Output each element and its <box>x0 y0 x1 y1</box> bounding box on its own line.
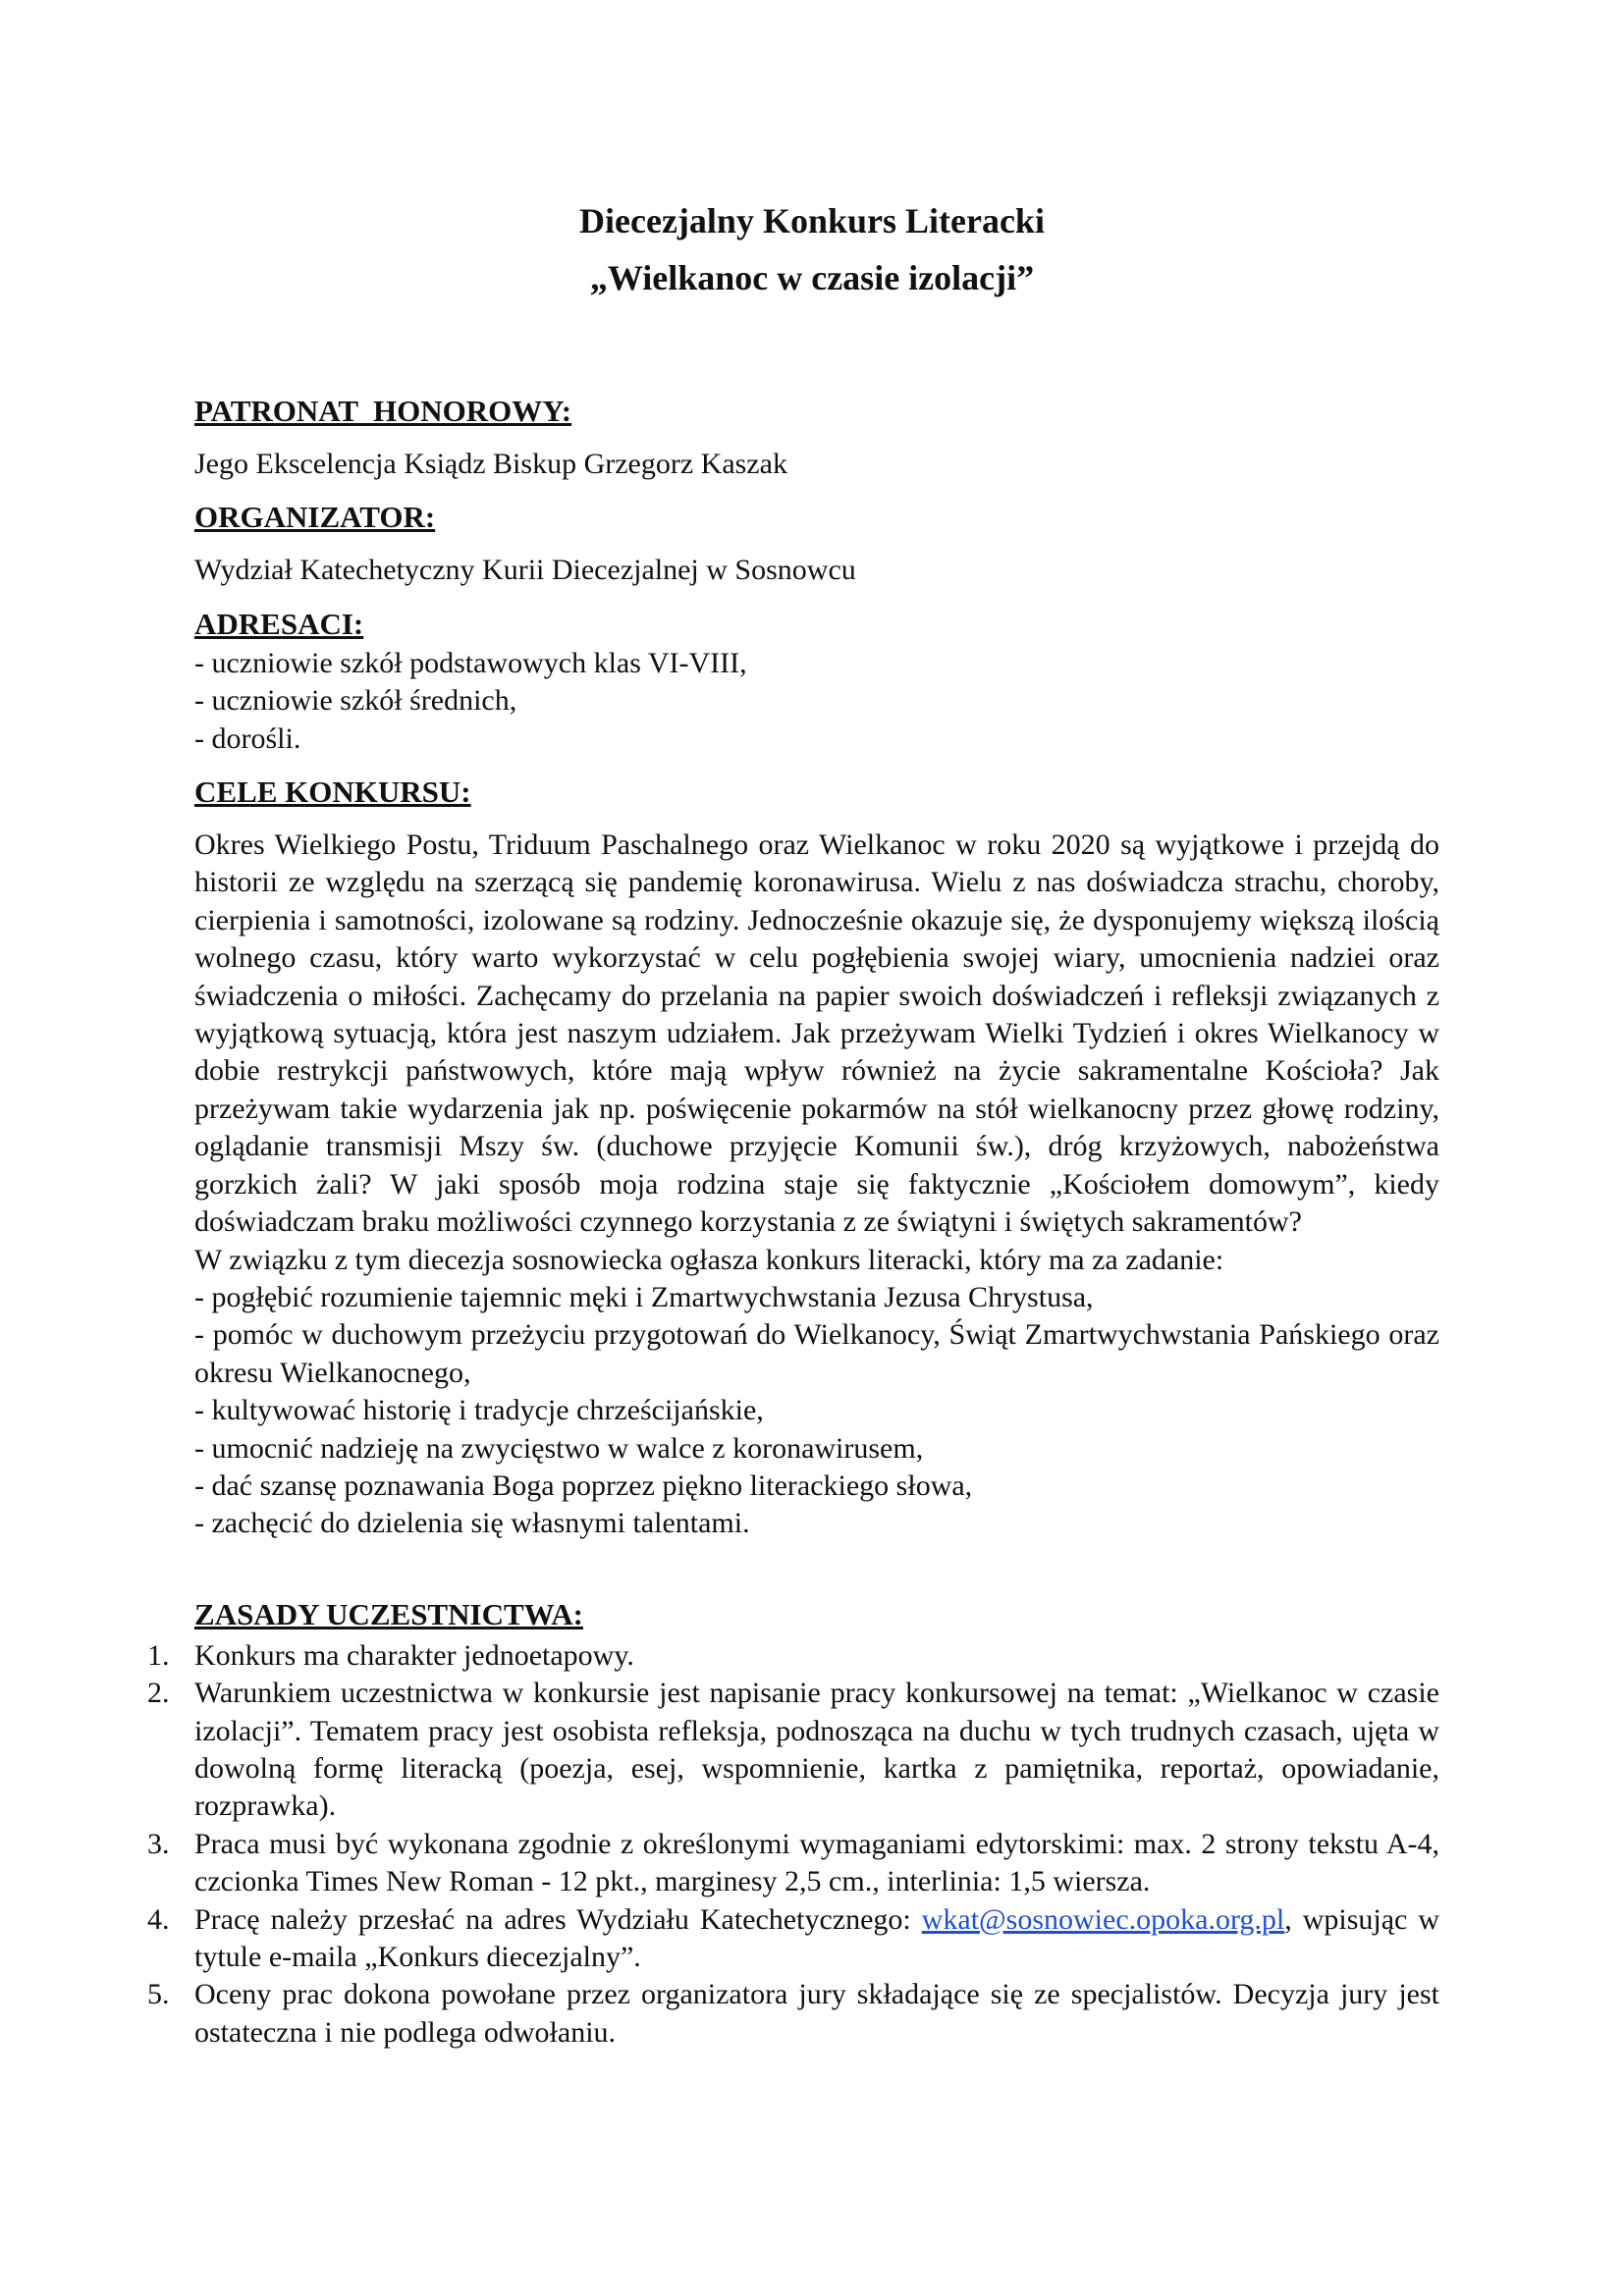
list-item: - zachęcić do dzielenia się własnymi talentami. <box>194 1507 750 1540</box>
document-title <box>0 192 1624 306</box>
item-number: 2. <box>147 1677 170 1710</box>
list-item <box>147 1675 1439 1826</box>
list-item <box>147 1637 1439 1675</box>
list-item: - umocnić nadzieję na zwycięstwo w walce z koronawirusem, <box>194 1431 924 1465</box>
organizator-text: Wydział Katechetyczny Kurii Diecezjalnej w Sosnowcu <box>194 554 856 587</box>
title-line-2: „Wielkanoc w czasie izolacji” <box>589 258 1035 297</box>
item-number: 1. <box>147 1638 170 1672</box>
list-item: - pomóc w duchowym przeżyciu przygotowań do Wielkanocy, Świąt Zmartwychwstania Pańskiego oraz okresu Wielkanocnego, <box>194 1318 1439 1389</box>
item-text: Warunkiem uczestnictwa w konkursie jest napisanie pracy konkursowej na temat: „Wielkanoc w czasie izolacji”. Tematem pracy jest osobista refleksja, podnosząca na duchu w tych trudnych czasach, ujęta w dowolną formę literacką (poezja, esej, wspomnienie, kartka z pamiętnika, reportaż, opowiadanie, rozprawka). <box>194 1677 1439 1823</box>
patronat-text: Jego Ekscelencja Ksiądz Biskup Grzegorz Kaszak <box>194 448 787 480</box>
item-number: 5. <box>147 1978 170 2011</box>
cele-goals-list <box>194 1279 1439 1543</box>
list-item: - kultywować historię i tradycje chrześcijańskie, <box>194 1394 764 1427</box>
list-item <box>147 1826 1439 1901</box>
patronat-heading: PATRONAT HONOROWY: <box>194 394 572 428</box>
list-item <box>147 1976 1439 2052</box>
cele-intro: W związku z tym diecezja sosnowiecka ogłasza konkurs literacki, który ma za zadanie: <box>194 1243 1224 1276</box>
adresaci-list <box>194 645 1439 758</box>
title-line-1: Diecezjalny Konkurs Literacki <box>579 201 1045 240</box>
zasady-list <box>147 1637 1439 2052</box>
item-text-before: Pracę należy przesłać na adres Wydziału Katechetycznego: <box>194 1902 922 1936</box>
list-item: - uczniowie szkół średnich, <box>194 684 517 718</box>
cele-paragraph: Okres Wielkiego Postu, Triduum Paschalnego oraz Wielkanoc w roku 2020 są wyjątkowe i przejdą do historii ze względu na szerzącą się pandemię koronawirusa. Wielu z nas doświadcza strachu, choroby, cierpienia i samotności, izolowane są rodziny. Jednocześnie okazuje się, że dysponujemy większą ilością wolnego czasu, który warto wykorzystać w celu pogłębienia swojej wiary, umocnienia nadziei oraz świadczenia o miłości. Zachęcamy do przelania na papier swoich doświadczeń i refleksji związanych z wyjątkową sytuacją, która jest naszym udziałem. Jak przeżywam Wielki Tydzień i okres Wielkanocy w dobie restrykcji państwowych, które mają wpływ również na życie sakramentalne Kościoła? Jak przeżywam takie wydarzenia jak np. poświęcenie pokarmów na stół wielkanocny przez głowę rodziny, oglądanie transmisji Mszy św. (duchowe przyjęcie Komunii św.), dróg krzyżowych, nabożeństwa gorzkich żali? W jaki sposób moja rodzina staje się faktycznie „Kościołem domowym”, kiedy doświadczam braku możliwości czynnego korzystania z ze świątyni i świętych sakramentów? <box>194 828 1439 1239</box>
zasady-heading: ZASADY UCZESTNICTWA: <box>194 1596 583 1631</box>
item-number: 3. <box>147 1827 170 1860</box>
item-text-after: , wpisując w tytule e-maila „Konkurs diecezjalny”. <box>194 1902 1439 1973</box>
list-item: - uczniowie szkół podstawowych klas VI-VIII, <box>194 646 747 679</box>
item-number: 4. <box>147 1902 170 1936</box>
organizator-heading: ORGANIZATOR: <box>194 500 436 535</box>
item-text: Oceny prac dokona powołane przez organizatora jury składające się ze specjalistów. Decyzja jury jest ostateczna i nie podlega odwołaniu. <box>194 1978 1439 2049</box>
item-text: Praca musi być wykonana zgodnie z określonymi wymaganiami edytorskimi: max. 2 strony tekstu A-4, czcionka Times New Roman - 12 pkt., marginesy 2,5 cm., interlinia: 1,5 wiersza. <box>194 1827 1439 1898</box>
list-item: - dorośli. <box>194 721 301 755</box>
cele-heading: CELE KONKURSU: <box>194 774 471 810</box>
email-link[interactable]: wkat@sosnowiec.opoka.org.pl <box>921 1902 1285 1936</box>
list-item <box>147 1901 1439 1977</box>
item-text: Konkurs ma charakter jednoetapowy. <box>194 1638 634 1672</box>
document-body <box>147 391 1439 2052</box>
adresaci-heading: ADRESACI: <box>194 606 364 641</box>
list-item: - dać szansę poznawania Boga poprzez piękno literackiego słowa, <box>194 1468 973 1502</box>
list-item: - pogłębić rozumienie tajemnic męki i Zmartwychwstania Jezusa Chrystusa, <box>194 1280 1094 1313</box>
